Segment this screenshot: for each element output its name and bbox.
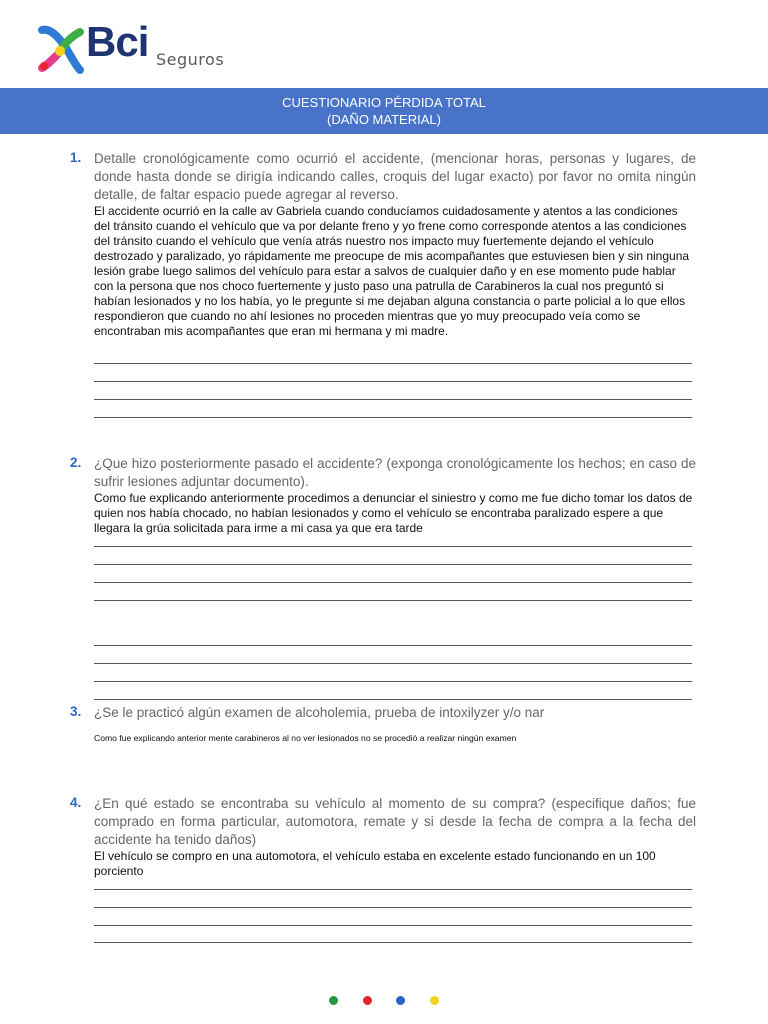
answer-line (94, 564, 692, 565)
question-block-4 (70, 795, 696, 879)
answer-line (94, 925, 692, 926)
blue-dot-icon (396, 996, 405, 1005)
red-dot-icon (363, 996, 372, 1005)
question-text: ¿Se le practicó algún examen de alcoholemia, prueba de intoxilyzer y/o nar (94, 705, 545, 720)
answer-line (94, 681, 692, 682)
document-subtitle: (DAÑO MATERIAL) (327, 112, 441, 127)
answer-line (94, 381, 692, 382)
bci-logo-mark-icon (36, 24, 84, 74)
brand-subtitle: Seguros (156, 50, 225, 69)
question-number: 4. (70, 795, 82, 810)
answer-line (94, 600, 692, 601)
answer-line (94, 399, 692, 400)
answer-line (94, 363, 692, 364)
question-text: ¿Que hizo posteriormente pasado el accidente? (exponga cronológicamente los hechos; en caso de sufrir lesiones adjuntar documento). (94, 456, 696, 489)
answer-line (94, 663, 692, 664)
answer-line (94, 417, 692, 418)
title-banner (0, 88, 768, 134)
answer-line (94, 907, 692, 908)
answer-text: El accidente ocurrió en la calle av Gabriela cuando conducíamos cuidadosamente y atentos a las condiciones del tránsito cuando el vehículo que va por delante freno y yo frene como corresponde atentos a las condiciones del tránsito cuando el vehículo que venía atrás nuestro nos impacto muy fuertemente dejando el vehículo destrozado y paralizado, yo rápidamente me preocupe de mis acompañantes que estuviesen bien y sin ninguna lesión grabe luego salimos del vehículo para estar a salvos de cualquier daño y en ese momento pude hablar con la persona que nos choco fuertemente y justo paso una patrulla de Carabineros la cual nos preguntó si habían lesionados y no los había, yo le pregunte si me dejaban alguna constancia o parte policial a lo que ellos respondieron que cuando no ahí lesiones no proceden mientras que yo muy preocupado veía como se encontraban mis acompañantes que eran mi hermana y mi madre. (94, 204, 690, 338)
answer-line (94, 699, 692, 700)
green-dot-icon (329, 996, 338, 1005)
answer-line (94, 546, 692, 547)
question-text: ¿En qué estado se encontraba su vehículo al momento de su compra? (especifique daños; fue comprado en forma particular, automotora, remate y si desde la fecha de compra a la fecha del accidente ha tenido daños) (94, 796, 696, 847)
answer-line (94, 889, 692, 890)
answer-text: El vehículo se compro en una automotora, el vehículo estaba en excelente estado funcionando en un 100 porciento (94, 849, 656, 878)
answer-line (94, 942, 692, 943)
question-number: 3. (70, 704, 82, 719)
question-number: 1. (70, 150, 82, 165)
question-block-1 (70, 150, 696, 339)
question-block-2 (70, 455, 696, 536)
bci-seguros-logo (36, 18, 236, 78)
question-text: Detalle cronológicamente como ocurrió el accidente, (mencionar horas, personas y lugares, de donde hasta donde se dirigía indicando calles, croquis del lugar exacto) por favor no omita ningún detalle, de faltar espacio puede agregar al reverso. (94, 151, 696, 202)
answer-text: Como fue explicando anterior mente carabineros al no ver lesionados no se procedió a realizar ningún examen (94, 733, 517, 743)
question-block-3 (70, 704, 696, 744)
answer-line (94, 645, 692, 646)
document-title: CUESTIONARIO PÉRDIDA TOTAL (282, 95, 486, 110)
question-number: 2. (70, 455, 82, 470)
brand-name: Bci (86, 18, 149, 65)
yellow-dot-icon (430, 996, 439, 1005)
answer-text: Como fue explicando anteriormente procedimos a denunciar el siniestro y como me fue dicho tomar los datos de quien nos había chocado, no habían lesionados y como el vehículo se encontraba paralizado espere a que llegara la grúa solicitada para irme a mi casa ya que era tarde (94, 491, 693, 535)
answer-line (94, 582, 692, 583)
footer-dots (0, 992, 768, 1010)
